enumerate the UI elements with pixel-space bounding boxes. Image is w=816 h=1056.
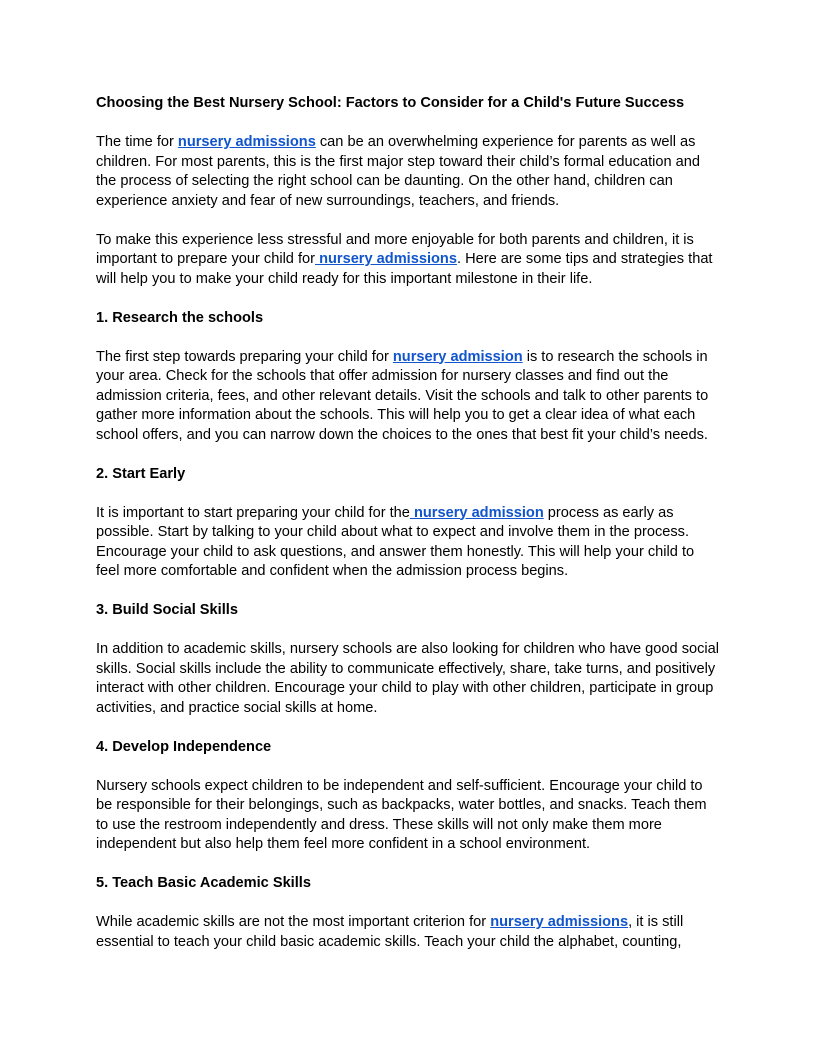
- nursery-admission-link[interactable]: nursery admission: [409, 504, 544, 521]
- section-paragraph-research: The first step towards preparing your child for nursery admission is to research the schools in your area. Check for the schools that offer admission for nursery classes and find out the admission criteria, fees, and other relevant details. Visit the schools and talk to other parents to gather more information about the schools. This will help you to get a clear idea of what each school offers, and you can narrow down the choices to the ones that best fit your child’s needs.: [96, 348, 709, 443]
- intro-paragraph-1: The time for nursery admissions can be an overwhelming experience for parents as well as children. For most parents, this is the first major step toward their child’s formal education and the process of selecting the right school can be daunting. On the other hand, children can experience anxiety and fear of new surroundings, teachers, and friends.: [96, 134, 701, 209]
- section-heading-academic-skills: 5. Teach Basic Academic Skills: [96, 875, 311, 891]
- nursery-admissions-link[interactable]: nursery admissions: [490, 914, 629, 930]
- section-heading-independence: 4. Develop Independence: [96, 738, 272, 755]
- document-page: [96, 94, 720, 952]
- section-paragraph-independence: Nursery schools expect children to be independent and self-sufficient. Encourage your child to be responsible for their belongings, such as backpacks, water bottles, and snacks. Teach them to use the restroom independently and dress. These skills will not only make them more independent but also help them feel more confident in a school environment.: [96, 777, 707, 852]
- section-heading-research: 1. Research the schools: [96, 309, 264, 326]
- section-heading-social-skills: 3. Build Social Skills: [96, 602, 238, 618]
- intro-paragraph-2: To make this experience less stressful and more enjoyable for both parents and children, it is important to prepare your child for nursery admissions. Here are some tips and strategies that will help you to make your child ready for this important milestone in their life.: [96, 231, 713, 287]
- section-heading-start-early: 2. Start Early: [96, 465, 186, 482]
- nursery-admissions-link[interactable]: nursery admissions: [177, 134, 316, 150]
- section-paragraph-start-early: It is important to start preparing your child for the nursery admission process as early as possible. Start by talking to your child about what to expect and involve them in the process. Encourage your child to ask questions, and answer them honestly. This will help your child to feel more comfortable and confident when the admission process begins.: [96, 504, 695, 579]
- nursery-admissions-link[interactable]: nursery admissions: [315, 251, 457, 267]
- section-paragraph-academic-skills: While academic skills are not the most important criterion for nursery admissions, it is still essential to teach your child basic academic skills. Teach your child the alphabet, counting,: [96, 914, 684, 950]
- document-title: Choosing the Best Nursery School: Factors to Consider for a Child's Future Success: [96, 95, 685, 111]
- section-paragraph-social-skills: In addition to academic skills, nursery schools are also looking for children who have good social skills. Social skills include the ability to communicate effectively, share, take turns, and positively interact with other children. Encourage your child to play with other children, participate in group activities, and practice social skills at home.: [96, 641, 719, 716]
- nursery-admission-link[interactable]: nursery admission: [392, 348, 523, 365]
